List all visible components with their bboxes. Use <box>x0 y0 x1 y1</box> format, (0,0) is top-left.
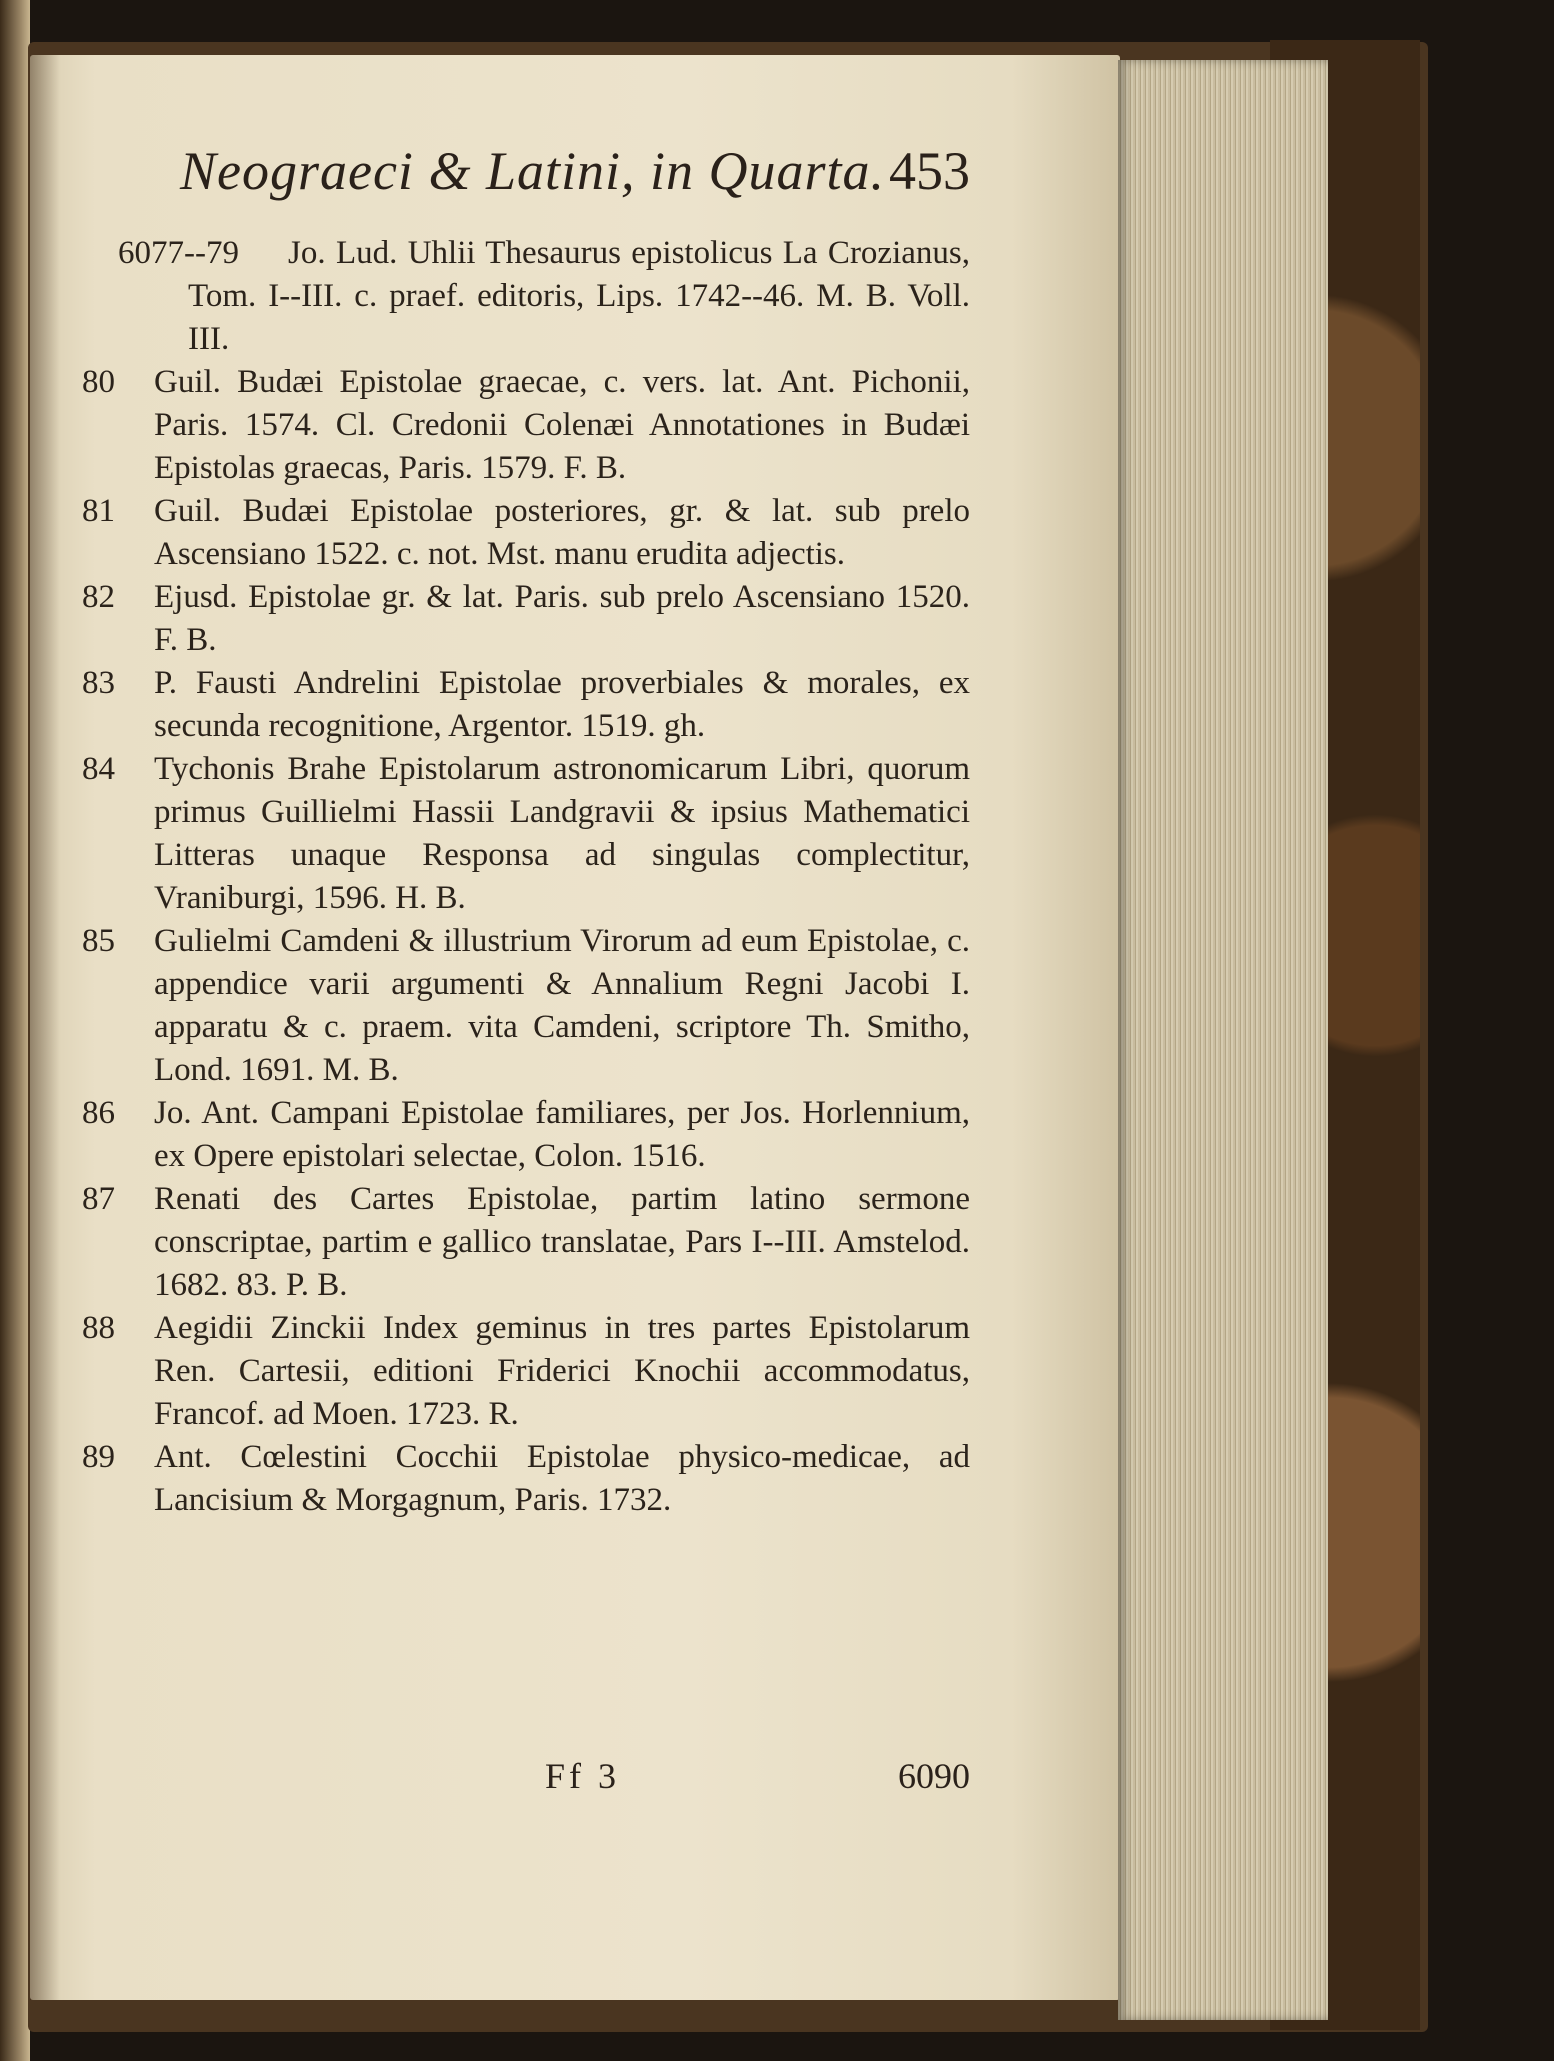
catalog-entry <box>82 662 970 748</box>
page-number: 453 <box>889 141 970 201</box>
catalog-entry <box>82 576 970 662</box>
entry-number: 86 <box>82 1095 115 1131</box>
entry-text: Renati des Cartes Epistolae, partim latino sermone conscriptae, partim e gallico translatae, Pars I--III. Amstelod. 1682. 83. P. B. <box>154 1181 970 1303</box>
entry-text: Gulielmi Camdeni & illustrium Virorum ad eum Epistolae, c. appendice varii argumenti & Annalium Regni Jacobi I. apparatu & c. praem. vita Camdeni, scriptore Th. Smitho, Lond. 1691. M. B. <box>154 923 970 1088</box>
entry-number: 84 <box>82 751 115 787</box>
catalog-entry <box>118 232 970 361</box>
page-footer <box>180 1755 970 1815</box>
entry-text: P. Fausti Andrelini Epistolae proverbiales & morales, ex secunda recognitione, Argentor. 1519. gh. <box>154 665 970 744</box>
entry-text: Ejusd. Epistolae gr. & lat. Paris. sub prelo Ascensiano 1520. F. B. <box>154 579 970 658</box>
catalog-entry <box>82 1092 970 1178</box>
catalog-entry <box>82 1307 970 1436</box>
catalog-entry <box>82 1178 970 1307</box>
entry-text: Guil. Budæi Epistolae graecae, c. vers. lat. Ant. Pichonii, Paris. 1574. Cl. Credonii Colenæi Annotationes in Budæi Epistolas graecas, Paris. 1579. F. B. <box>154 364 970 486</box>
entry-text: Ant. Cœlestini Cocchii Epistolae physico-medicae, ad Lancisium & Morgagnum, Paris. 1732. <box>154 1439 970 1518</box>
entry-text: Guil. Budæi Epistolae posteriores, gr. & lat. sub prelo Ascensiano 1522. c. not. Mst. manu erudita adjectis. <box>154 493 970 572</box>
entry-number: 83 <box>82 665 115 701</box>
left-page-edge <box>0 0 30 2061</box>
catalog-entry <box>82 748 970 920</box>
entry-text: Jo. Lud. Uhlii Thesaurus epistolicus La Crozianus, Tom. I--III. c. praef. editoris, Lips. 1742--46. M. B. Voll. III. <box>188 235 970 357</box>
page-header <box>180 140 970 220</box>
catalog-entry <box>82 920 970 1092</box>
catalog-entries <box>82 232 970 1522</box>
entry-number: 88 <box>82 1310 115 1346</box>
entry-text: Tychonis Brahe Epistolarum astronomicarum Libri, quorum primus Guillielmi Hassii Landgravii & ipsius Mathematici Litteras unaque Responsa ad singulas complectitur, Vraniburgi, 1596. H. B. <box>154 751 970 916</box>
catalog-entry <box>82 1436 970 1522</box>
catalog-entry <box>82 361 970 490</box>
entry-number: 87 <box>82 1181 115 1217</box>
catalog-entry <box>82 490 970 576</box>
signature-mark: Ff 3 <box>545 1756 621 1796</box>
page-block-edge <box>1118 60 1328 2020</box>
entry-number: 80 <box>82 364 115 400</box>
entry-number: 81 <box>82 493 115 529</box>
entry-number: 6077--79 <box>118 235 239 271</box>
entry-number: 85 <box>82 923 115 959</box>
running-title: Neograeci & Latini, in Quarta. <box>180 141 885 201</box>
catchword: 6090 <box>898 1756 970 1796</box>
entry-number: 89 <box>82 1439 115 1475</box>
entry-number: 82 <box>82 579 115 615</box>
gutter-shadow <box>30 55 60 2000</box>
entry-text: Jo. Ant. Campani Epistolae familiares, per Jos. Horlennium, ex Opere epistolari selectae, Colon. 1516. <box>154 1095 970 1174</box>
entry-text: Aegidii Zinckii Index geminus in tres partes Epistolarum Ren. Cartesii, editioni Friderici Knochii accommodatus, Francof. ad Moen. 1723. R. <box>154 1310 970 1432</box>
